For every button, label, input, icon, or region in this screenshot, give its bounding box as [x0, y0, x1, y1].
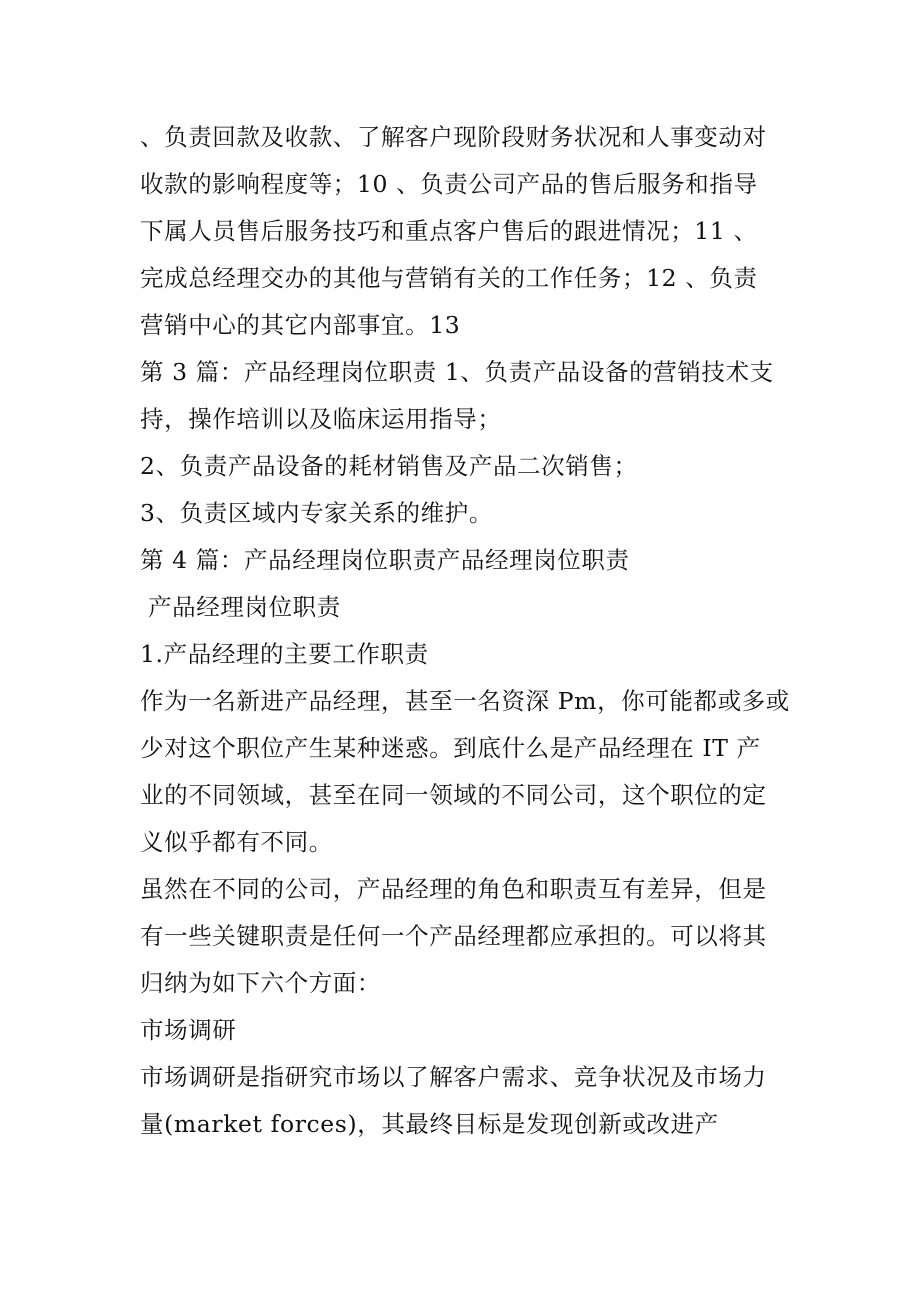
text-line: 业的不同领域，甚至在同一领域的不同公司，这个职位的定	[140, 781, 767, 809]
text-line: 量(market forces)，其最终目标是发现创新或改进产	[140, 1110, 719, 1138]
text-line: 作为一名新进产品经理，甚至一名资深 Pm，你可能都或多或	[140, 687, 790, 715]
text-line: 营销中心的其它内部事宜。13	[140, 311, 461, 339]
document-body	[140, 114, 790, 1148]
text-line: 下属人员售后服务技巧和重点客户售后的跟进情况；11 、	[140, 217, 758, 245]
section-heading-3: 第 3 篇：产品经理岗位职责 1、负责产品设备的营销技术支	[140, 358, 774, 386]
text-line: 虽然在不同的公司，产品经理的角色和职责互有差异，但是	[140, 875, 767, 903]
text-line: 归纳为如下六个方面：	[140, 969, 381, 997]
topic-heading: 市场调研	[140, 1016, 237, 1044]
text-line: 2、负责产品设备的耗材销售及产品二次销售；	[140, 452, 638, 480]
text-line: 收款的影响程度等；10 、负责公司产品的售后服务和指导	[140, 170, 758, 198]
numbered-heading: 1.产品经理的主要工作职责	[140, 640, 429, 668]
text-line: 有一些关键职责是任何一个产品经理都应承担的。可以将其	[140, 922, 767, 950]
subheading: 产品经理岗位职责	[140, 593, 341, 621]
text-line: 、负责回款及收款、了解客户现阶段财务状况和人事变动对	[140, 123, 767, 151]
section-heading-4: 第 4 篇：产品经理岗位职责产品经理岗位职责	[140, 546, 630, 574]
text-line: 市场调研是指研究市场以了解客户需求、竞争状况及市场力	[140, 1063, 767, 1091]
text-line: 3、负责区域内专家关系的维护。	[140, 499, 493, 527]
text-line: 完成总经理交办的其他与营销有关的工作任务；12 、负责	[140, 264, 758, 292]
text-line: 持，操作培训以及临床运用指导；	[140, 405, 502, 433]
text-line: 少对这个职位产生某种迷惑。到底什么是产品经理在 IT 产	[140, 734, 761, 762]
text-line: 义似乎都有不同。	[140, 828, 333, 856]
